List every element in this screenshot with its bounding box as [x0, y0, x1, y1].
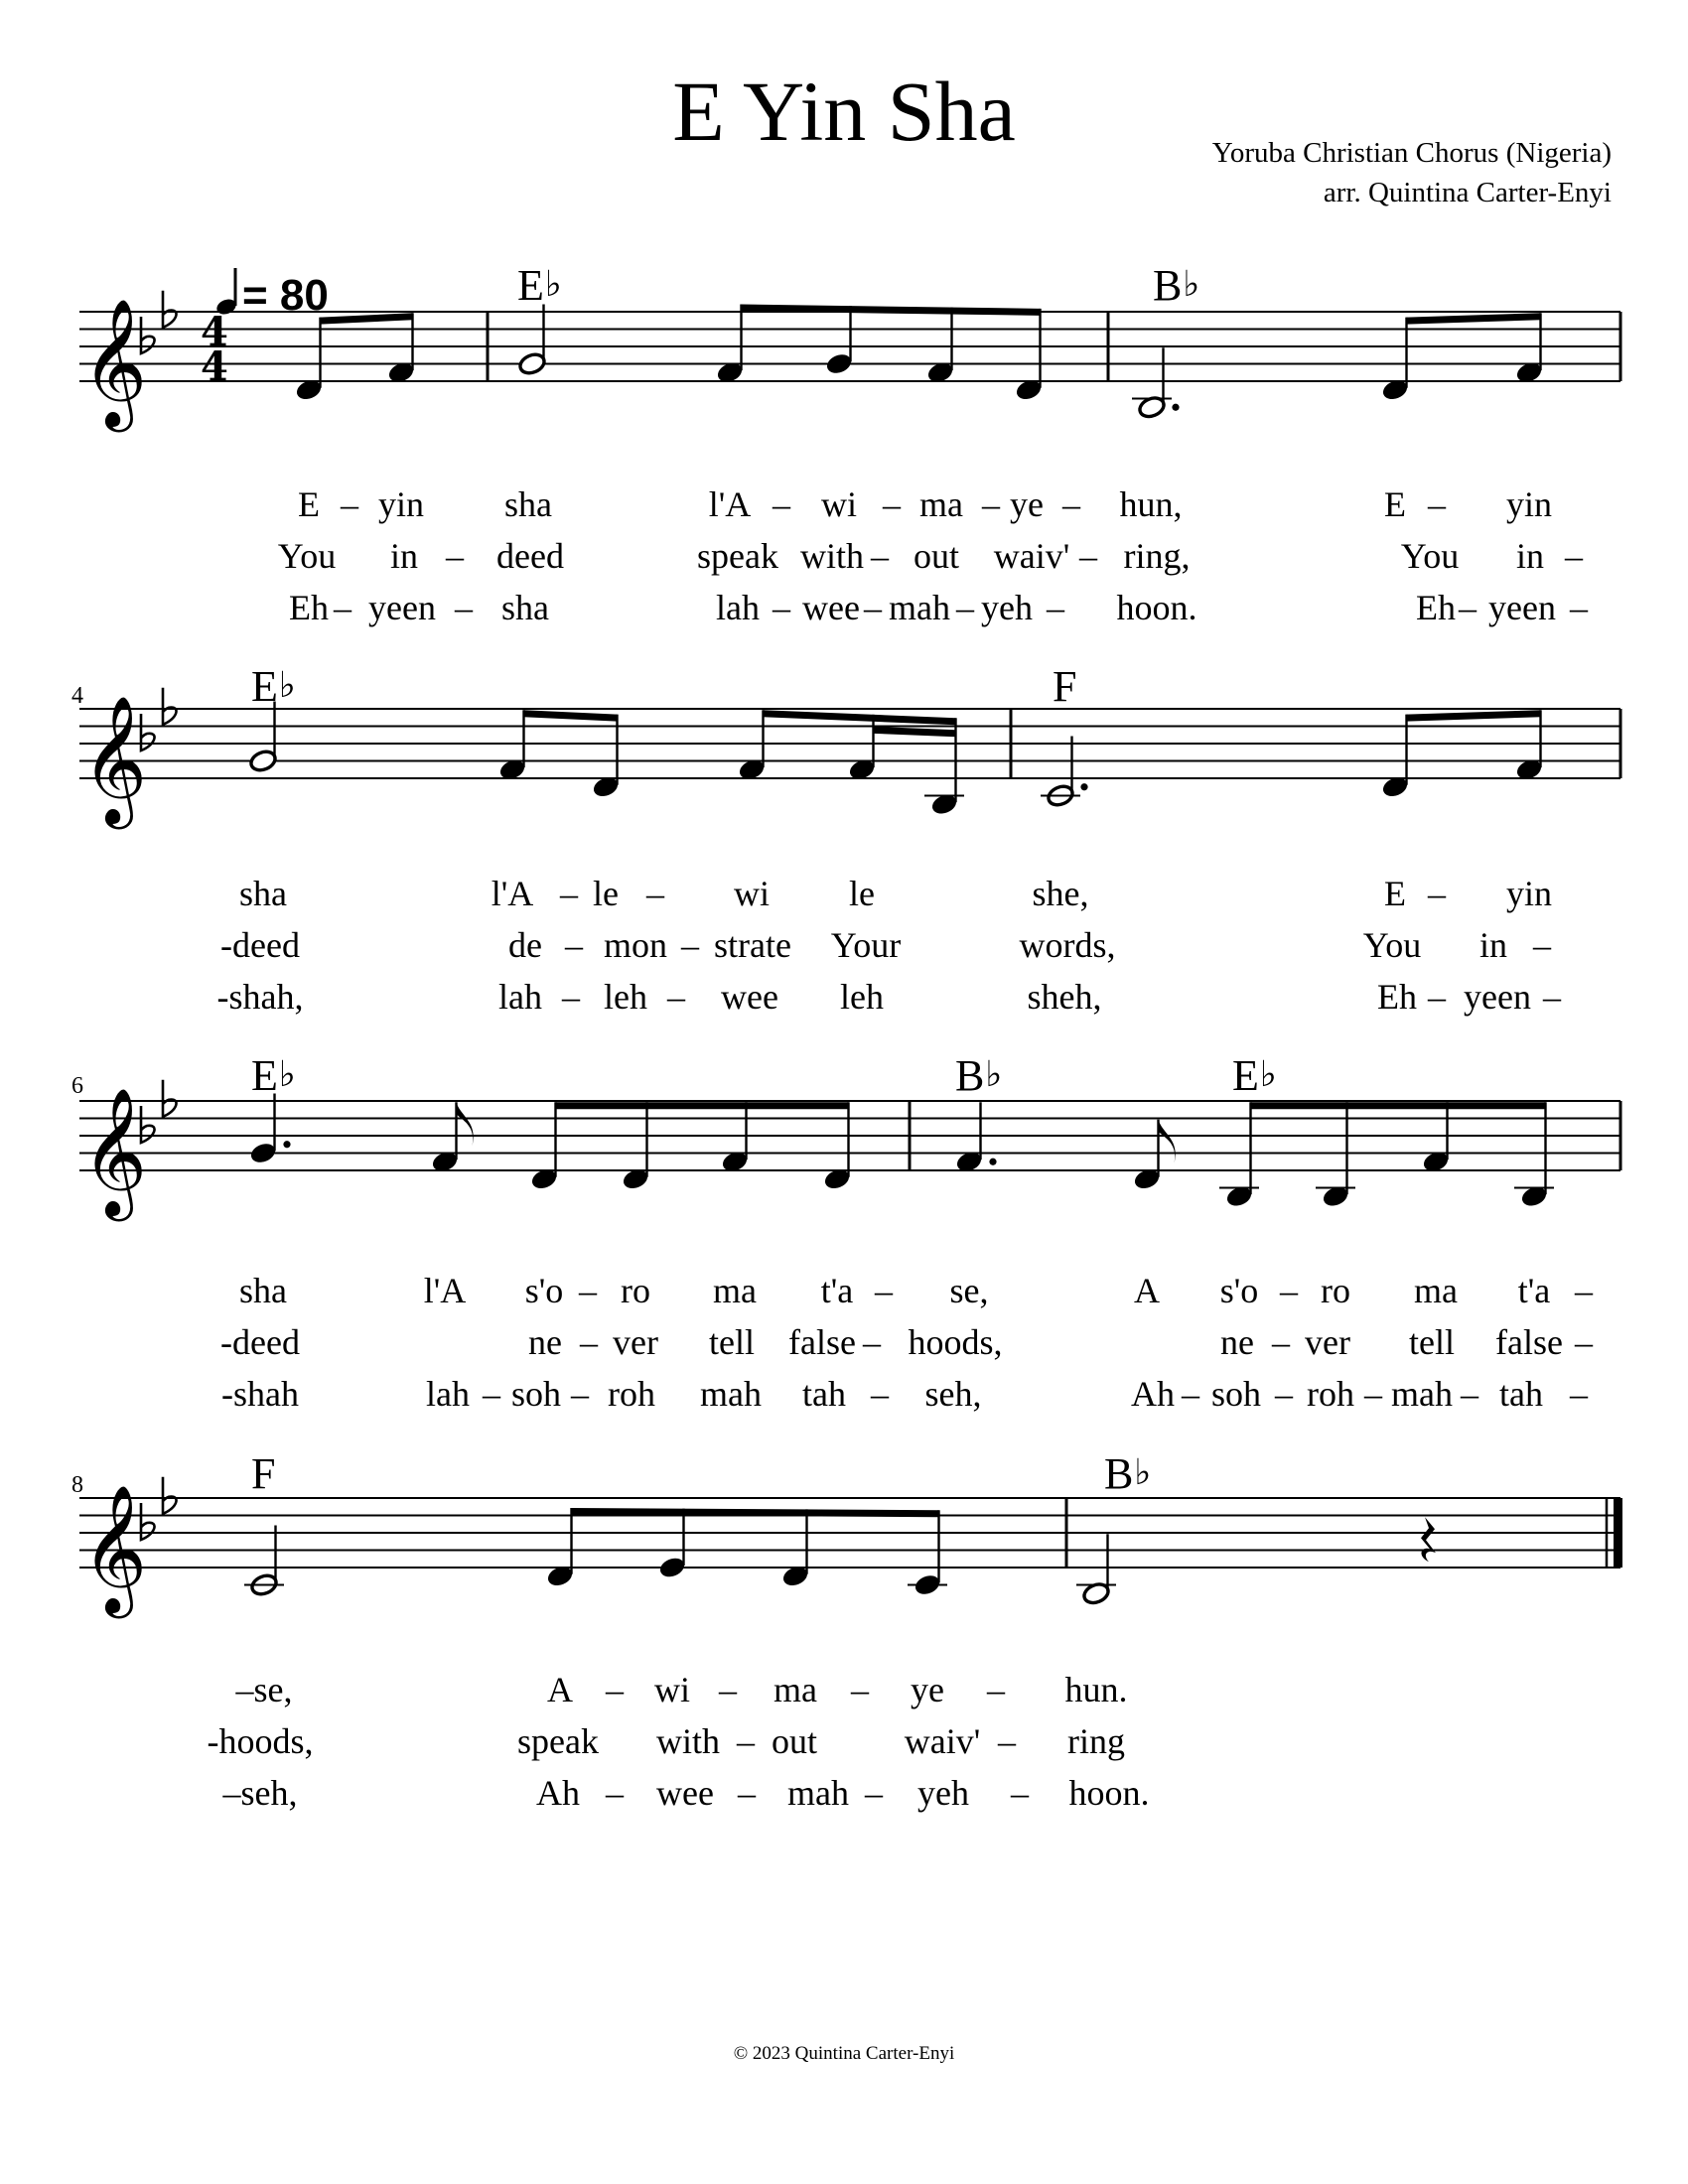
arranger-credit: arr. Quintina Carter-Enyi [1323, 177, 1612, 208]
lyric-syllable: deed [496, 536, 564, 576]
lyric-hyphen: – [883, 484, 901, 524]
lyric-syllable: ro [1321, 1271, 1350, 1310]
lyric-syllable: sha [501, 588, 549, 627]
source-credit: Yoruba Christian Chorus (Nigeria) [1211, 137, 1612, 169]
lyric-hyphen: – [1570, 1374, 1588, 1414]
lyric-syllable: tah [1499, 1374, 1543, 1414]
lyric-syllable: ro [621, 1271, 650, 1310]
treble-clef-icon: 𝄞 [81, 695, 148, 824]
lyric-syllable: Eh [289, 588, 329, 627]
dot [283, 1141, 290, 1148]
treble-clef-icon: 𝄞 [81, 298, 148, 427]
lyric-syllable: s'o [1219, 1271, 1259, 1310]
lyric-hyphen: – [773, 588, 790, 627]
lyric-hyphen: – [863, 1322, 881, 1362]
lyric-syllable: t'a [1517, 1271, 1551, 1310]
lyric-syllable: ne [528, 1322, 562, 1362]
lyric-hyphen: – [1575, 1271, 1593, 1310]
lyric-syllable: –seh, [222, 1773, 298, 1813]
lyric-hyphen: – [1428, 977, 1446, 1017]
lyric-hyphen: – [1459, 588, 1477, 627]
lyric-syllable: You [277, 536, 337, 576]
lyric-hyphen: – [1272, 1322, 1290, 1362]
lyric-syllable: hun, [1119, 484, 1183, 524]
lyric-hyphen: – [483, 1374, 500, 1414]
lyric-hyphen: – [1570, 588, 1588, 627]
lyric-syllable: -deed [220, 1322, 300, 1362]
lyric-syllable: out [913, 536, 960, 576]
lyric-syllable: A [547, 1670, 573, 1709]
lyric-syllable: yeh [917, 1773, 969, 1813]
lyric-syllable: soh [510, 1374, 562, 1414]
lyric-hyphen: – [1428, 484, 1446, 524]
lyric-syllable: yin [377, 484, 425, 524]
flat-icon [163, 1080, 177, 1117]
lyric-syllable: sha [239, 874, 287, 913]
lyric-syllable: waiv' [993, 536, 1070, 576]
lyric-syllable: ver [613, 1322, 658, 1362]
measure-number-6: 6 [71, 1073, 83, 1099]
song-title: E Yin Sha [672, 64, 1016, 159]
lyric-syllable: wi [654, 1670, 690, 1709]
lyric-hyphen: – [1275, 1374, 1293, 1414]
lyric-hyphen: – [737, 1721, 755, 1761]
lyric-syllable: hoon. [1068, 1773, 1150, 1813]
beam [1407, 313, 1541, 324]
beam [556, 1102, 849, 1109]
lyric-syllable: soh [1210, 1374, 1262, 1414]
beam [742, 305, 1041, 316]
lyric-hyphen: – [1461, 1374, 1478, 1414]
beam [524, 710, 618, 721]
lyric-syllable: roh [1307, 1374, 1354, 1414]
lyric-syllable: Ah [536, 1773, 580, 1813]
time-signature-top: 4 [201, 309, 228, 356]
lyric-syllable: sha [504, 484, 552, 524]
lyric-syllable: mah [700, 1374, 762, 1414]
lyric-syllable: You [1400, 536, 1460, 576]
lyric-hyphen: – [1565, 536, 1583, 576]
lyric-hyphen: – [1428, 874, 1446, 913]
lyric-syllable: A [1134, 1271, 1160, 1310]
lyric-syllable: ye [911, 1670, 944, 1709]
lyric-hyphen: – [606, 1670, 624, 1709]
beam-secondary [874, 727, 956, 737]
lyric-syllable: -deed [220, 925, 300, 965]
lyric-syllable: wee [802, 588, 860, 627]
lyric-hyphen: – [871, 1374, 889, 1414]
eighth-flag [457, 1102, 474, 1146]
chord-symbol: E♭ [517, 261, 562, 310]
lyric-syllable: with [799, 536, 865, 576]
lyric-syllable: E [1384, 874, 1406, 913]
lyric-syllable: se, [949, 1271, 989, 1310]
chord-symbol: E♭ [251, 1051, 296, 1100]
lyric-syllable: speak [697, 536, 778, 576]
lyric-hyphen: – [1543, 977, 1561, 1017]
lyric-hyphen: – [560, 874, 578, 913]
lyric-syllable: -shah, [216, 977, 304, 1017]
dot [1172, 404, 1179, 411]
lyric-hyphen: – [1575, 1322, 1593, 1362]
lyric-syllable: de [508, 925, 542, 965]
lyric-syllable: –se, [235, 1670, 293, 1709]
lyric-syllable: E [1384, 484, 1406, 524]
lyric-syllable: waiv' [904, 1721, 981, 1761]
lyric-hyphen: – [667, 977, 685, 1017]
staff-system-2 [0, 655, 1688, 854]
lyric-syllable: hoods, [908, 1322, 1003, 1362]
lyric-syllable: tell [709, 1322, 755, 1362]
chord-symbol: B♭ [1153, 261, 1200, 310]
lyric-hyphen: – [1182, 1374, 1199, 1414]
lyric-syllable: Ah [1131, 1374, 1175, 1414]
lyric-syllable: hun. [1064, 1670, 1128, 1709]
lyric-hyphen: – [1364, 1374, 1382, 1414]
lyric-hyphen: – [719, 1670, 737, 1709]
lyric-syllable: false [788, 1322, 856, 1362]
time-signature-bottom: 4 [201, 343, 228, 391]
lyric-syllable: wee [656, 1773, 714, 1813]
staff-system-1 [0, 258, 1688, 457]
lyric-syllable: s'o [524, 1271, 564, 1310]
lyric-syllable: l'A [423, 1271, 467, 1310]
lyric-syllable: -hoods, [207, 1721, 314, 1761]
lyric-hyphen: – [455, 588, 473, 627]
eighth-flag [1159, 1120, 1176, 1163]
lyric-hyphen: – [446, 536, 464, 576]
lyric-syllable: yin [1505, 484, 1553, 524]
lyric-syllable: hoon. [1116, 588, 1197, 627]
beam [764, 710, 956, 725]
lyric-hyphen: – [562, 977, 580, 1017]
chord-symbol: B♭ [1104, 1449, 1152, 1498]
lyric-hyphen: – [987, 1670, 1005, 1709]
chord-symbol: F [1053, 662, 1077, 711]
lyric-syllable: with [655, 1721, 721, 1761]
dot [1080, 783, 1087, 790]
lyric-syllable: ring, [1123, 536, 1191, 576]
tempo-value: = 80 [242, 271, 329, 320]
quarter-rest-icon [1421, 1517, 1436, 1562]
lyric-syllable: ma [1414, 1271, 1458, 1310]
lyric-syllable: yeh [981, 588, 1033, 627]
lyric-syllable: lah [426, 1374, 470, 1414]
lyric-syllable: -shah [221, 1374, 299, 1414]
lyric-syllable: strate [714, 925, 791, 965]
lyric-hyphen: – [738, 1773, 756, 1813]
lyric-syllable: le [849, 874, 875, 913]
chord-symbol: E♭ [1232, 1051, 1277, 1100]
lyric-syllable: false [1495, 1322, 1563, 1362]
lyric-syllable: roh [608, 1374, 655, 1414]
lyric-hyphen: – [606, 1773, 624, 1813]
measure-number-4: 4 [71, 683, 83, 709]
lyric-hyphen: – [571, 1374, 589, 1414]
lyric-syllable: mah [1391, 1374, 1453, 1414]
lyric-syllable: in [1478, 925, 1508, 965]
lyric-hyphen: – [864, 588, 882, 627]
lyric-hyphen: – [334, 588, 352, 627]
lyric-syllable: lah [498, 977, 542, 1017]
lyric-hyphen: – [1533, 925, 1551, 965]
flat-icon [163, 1477, 177, 1514]
chord-symbol: E♭ [251, 662, 296, 711]
lyric-syllable: mon [603, 925, 668, 965]
lyric-hyphen: – [998, 1721, 1016, 1761]
lyric-syllable: seh, [924, 1374, 982, 1414]
lyric-hyphen: – [1062, 484, 1080, 524]
lyric-syllable: words, [1019, 925, 1116, 965]
beam [1251, 1102, 1546, 1109]
lyric-syllable: lah [716, 588, 760, 627]
lyric-syllable: ver [1305, 1322, 1350, 1362]
lyric-hyphen: – [1011, 1773, 1029, 1813]
lyric-syllable: E [298, 484, 320, 524]
lyric-hyphen: – [580, 1322, 598, 1362]
lyric-syllable: out [771, 1721, 818, 1761]
staff-system-4 [0, 1444, 1688, 1643]
lyric-syllable: Eh [1416, 588, 1456, 627]
beam [1407, 710, 1541, 721]
lyric-syllable: ye [1010, 484, 1044, 524]
dot [989, 1159, 996, 1165]
lyric-hyphen: – [1079, 536, 1097, 576]
beam [321, 313, 413, 324]
lyric-syllable: speak [517, 1721, 599, 1761]
copyright-footer: © 2023 Quintina Carter-Enyi [733, 2043, 955, 2064]
lyric-syllable: tell [1409, 1322, 1455, 1362]
lyric-syllable: t'a [820, 1271, 854, 1310]
lyric-syllable: leh [604, 977, 647, 1017]
lyric-hyphen: – [875, 1271, 893, 1310]
chord-symbol: F [251, 1449, 276, 1498]
lyric-hyphen: – [982, 484, 1000, 524]
lyric-hyphen: – [871, 536, 889, 576]
lyric-syllable: ma [774, 1670, 817, 1709]
lyric-syllable: sheh, [1027, 977, 1102, 1017]
lyric-hyphen: – [579, 1271, 597, 1310]
lyric-syllable: in [1515, 536, 1545, 576]
lyric-hyphen: – [1047, 588, 1064, 627]
flat-icon [163, 688, 177, 725]
lyric-syllable: You [1362, 925, 1422, 965]
lyric-syllable: tah [802, 1374, 846, 1414]
lyric-syllable: le [593, 874, 619, 913]
lyric-syllable: in [389, 536, 419, 576]
lyric-syllable: wee [721, 977, 778, 1017]
lyric-hyphen: – [646, 874, 664, 913]
lyric-syllable: ring [1067, 1721, 1125, 1761]
lyric-syllable: l'A [708, 484, 752, 524]
lyric-syllable: ma [919, 484, 963, 524]
lyric-syllable: mah [787, 1773, 849, 1813]
chord-symbol: B♭ [955, 1051, 1003, 1100]
measure-number-8: 8 [71, 1472, 83, 1498]
lyric-syllable: ma [713, 1271, 757, 1310]
lyric-syllable: mah [889, 588, 950, 627]
lyric-syllable: wi [821, 484, 857, 524]
lyric-hyphen: – [865, 1773, 883, 1813]
lyric-syllable: wi [734, 874, 770, 913]
staff-system-3 [0, 1047, 1688, 1246]
lyric-hyphen: – [681, 925, 699, 965]
lyric-syllable: yeen [1464, 977, 1531, 1017]
treble-clef-icon: 𝄞 [81, 1484, 148, 1613]
lyric-syllable: she, [1032, 874, 1089, 913]
treble-clef-icon: 𝄞 [81, 1087, 148, 1216]
lyric-hyphen: – [565, 925, 583, 965]
lyric-syllable: yeen [368, 588, 436, 627]
lyric-syllable: Eh [1377, 977, 1417, 1017]
lyric-hyphen: – [341, 484, 358, 524]
lyric-syllable: leh [840, 977, 884, 1017]
lyric-syllable: Your [830, 925, 902, 965]
lyric-hyphen: – [1280, 1271, 1298, 1310]
final-barline-thick [1614, 1498, 1622, 1568]
lyric-hyphen: – [851, 1670, 869, 1709]
lyric-syllable: ne [1220, 1322, 1254, 1362]
lyric-hyphen: – [956, 588, 974, 627]
lyric-syllable: l'A [491, 874, 534, 913]
flat-icon [163, 291, 177, 328]
lyric-syllable: sha [239, 1271, 287, 1310]
lyric-syllable: yeen [1488, 588, 1556, 627]
lyric-syllable: yin [1505, 874, 1553, 913]
lyric-hyphen: – [773, 484, 790, 524]
